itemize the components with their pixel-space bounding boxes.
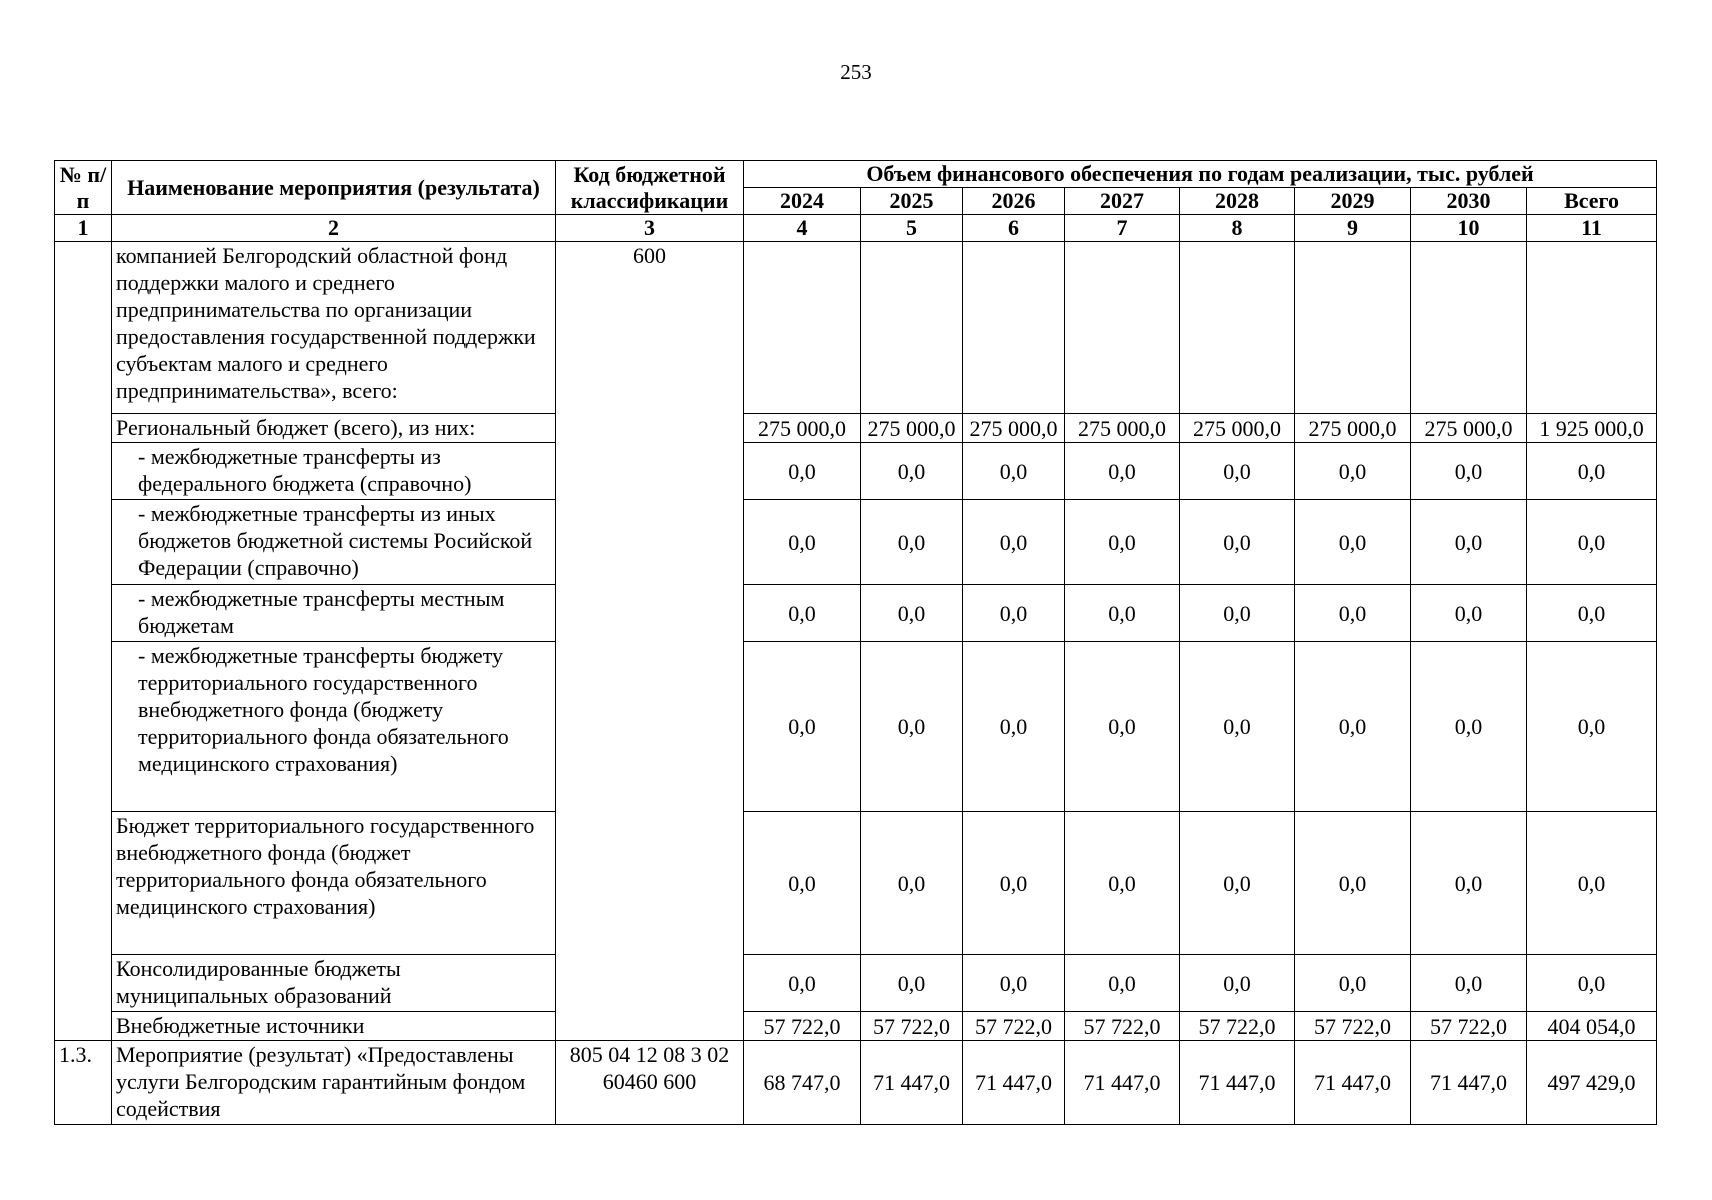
value-cell: 57 722,0 <box>963 1012 1065 1041</box>
value-cell: 0,0 <box>1065 500 1180 585</box>
header-total: Всего <box>1527 188 1657 215</box>
budget-code: 805 04 12 08 3 02 60460 600 <box>556 1041 744 1125</box>
table-row <box>55 1012 1657 1041</box>
value-cell <box>1065 242 1180 414</box>
row-name: - межбюджетные трансферты из иных бюджетов бюджетной системы Росийской Федерации (справочно) <box>112 500 556 585</box>
value-cell: 0,0 <box>1411 585 1527 642</box>
value-cell: 0,0 <box>1527 443 1657 500</box>
value-cell: 71 447,0 <box>1065 1041 1180 1125</box>
value-cell: 275 000,0 <box>744 414 861 443</box>
header-year: 2027 <box>1065 188 1180 215</box>
table-row <box>55 1041 1657 1125</box>
value-cell: 0,0 <box>1065 955 1180 1012</box>
value-cell: 0,0 <box>1065 443 1180 500</box>
value-cell: 275 000,0 <box>1180 414 1295 443</box>
value-cell: 71 447,0 <box>1411 1041 1527 1125</box>
column-number: 8 <box>1180 215 1295 242</box>
value-cell <box>1295 242 1411 414</box>
value-cell: 0,0 <box>963 955 1065 1012</box>
value-cell: 404 054,0 <box>1527 1012 1657 1041</box>
row-name: - межбюджетные трансферты бюджету территориального государственного внебюджетного фонда (бюджету территориального фонда обязательного медицинского страхования) <box>112 642 556 812</box>
value-cell: 0,0 <box>744 500 861 585</box>
column-number: 9 <box>1295 215 1411 242</box>
value-cell: 57 722,0 <box>861 1012 963 1041</box>
value-cell: 0,0 <box>861 443 963 500</box>
value-cell <box>1180 242 1295 414</box>
header-name: Наименование мероприятия (результата) <box>112 161 556 215</box>
row-name: компанией Белгородский областной фонд поддержки малого и среднего предпринимательства по организации предоставления государственной поддержки субъектам малого и среднего предпринимательства», всего: <box>112 242 556 414</box>
value-cell: 0,0 <box>963 585 1065 642</box>
value-cell: 0,0 <box>1180 955 1295 1012</box>
value-cell: 57 722,0 <box>1295 1012 1411 1041</box>
header-year: 2025 <box>861 188 963 215</box>
column-number: 11 <box>1527 215 1657 242</box>
value-cell: 0,0 <box>963 812 1065 955</box>
value-cell: 71 447,0 <box>1180 1041 1295 1125</box>
table-row <box>55 642 1657 812</box>
value-cell: 0,0 <box>744 955 861 1012</box>
column-number: 4 <box>744 215 861 242</box>
value-cell: 0,0 <box>1065 812 1180 955</box>
value-cell: 0,0 <box>963 443 1065 500</box>
column-number: 7 <box>1065 215 1180 242</box>
value-cell: 0,0 <box>1411 812 1527 955</box>
table-row <box>55 585 1657 642</box>
value-cell: 0,0 <box>744 642 861 812</box>
value-cell: 0,0 <box>1411 642 1527 812</box>
value-cell: 0,0 <box>1065 642 1180 812</box>
table-row <box>55 955 1657 1012</box>
row-name: Мероприятие (результат) «Предоставлены услуги Белгородским гарантийным фондом содействия <box>112 1041 556 1125</box>
value-cell: 0,0 <box>861 955 963 1012</box>
value-cell: 0,0 <box>744 443 861 500</box>
header-year: 2029 <box>1295 188 1411 215</box>
value-cell: 0,0 <box>1411 500 1527 585</box>
value-cell: 0,0 <box>1527 812 1657 955</box>
value-cell: 71 447,0 <box>1295 1041 1411 1125</box>
budget-code: 600 <box>556 242 744 1041</box>
financing-table <box>54 160 1657 1125</box>
row-name: Региональный бюджет (всего), из них: <box>112 414 556 443</box>
value-cell: 275 000,0 <box>1411 414 1527 443</box>
header-year: 2028 <box>1180 188 1295 215</box>
column-number: 1 <box>55 215 112 242</box>
row-name: - межбюджетные трансферты из федерального бюджета (справочно) <box>112 443 556 500</box>
table-header <box>55 161 1657 242</box>
value-cell: 497 429,0 <box>1527 1041 1657 1125</box>
value-cell: 0,0 <box>1527 642 1657 812</box>
value-cell: 275 000,0 <box>861 414 963 443</box>
value-cell: 0,0 <box>1295 812 1411 955</box>
value-cell: 0,0 <box>1295 955 1411 1012</box>
table-row <box>55 443 1657 500</box>
value-cell: 0,0 <box>1180 585 1295 642</box>
value-cell: 0,0 <box>1180 812 1295 955</box>
value-cell <box>963 242 1065 414</box>
row-name: Консолидированные бюджеты муниципальных образований <box>112 955 556 1012</box>
value-cell: 0,0 <box>861 585 963 642</box>
value-cell: 0,0 <box>1180 642 1295 812</box>
value-cell <box>1411 242 1527 414</box>
value-cell: 71 447,0 <box>963 1041 1065 1125</box>
value-cell: 57 722,0 <box>744 1012 861 1041</box>
value-cell: 0,0 <box>1295 500 1411 585</box>
header-year: 2024 <box>744 188 861 215</box>
table-row <box>55 500 1657 585</box>
value-cell: 71 447,0 <box>861 1041 963 1125</box>
header-year: 2030 <box>1411 188 1527 215</box>
table-row <box>55 812 1657 955</box>
value-cell: 0,0 <box>963 500 1065 585</box>
column-number: 10 <box>1411 215 1527 242</box>
value-cell: 0,0 <box>744 812 861 955</box>
column-number: 2 <box>112 215 556 242</box>
value-cell <box>744 242 861 414</box>
column-number: 3 <box>556 215 744 242</box>
value-cell: 0,0 <box>1180 443 1295 500</box>
row-name: Внебюджетные источники <box>112 1012 556 1041</box>
value-cell: 57 722,0 <box>1065 1012 1180 1041</box>
value-cell <box>861 242 963 414</box>
header-number: № п/п <box>55 161 112 215</box>
value-cell: 0,0 <box>861 500 963 585</box>
value-cell: 1 925 000,0 <box>1527 414 1657 443</box>
value-cell: 68 747,0 <box>744 1041 861 1125</box>
value-cell: 0,0 <box>1295 642 1411 812</box>
value-cell: 0,0 <box>1411 443 1527 500</box>
row-index: 1.3. <box>55 1041 112 1125</box>
value-cell: 0,0 <box>861 812 963 955</box>
value-cell: 57 722,0 <box>1180 1012 1295 1041</box>
value-cell: 0,0 <box>1295 585 1411 642</box>
value-cell: 275 000,0 <box>963 414 1065 443</box>
value-cell: 0,0 <box>1527 500 1657 585</box>
header-code: Код бюджетной классификации <box>556 161 744 215</box>
row-name: Бюджет территориального государственного внебюджетного фонда (бюджет территориального фонда обязательного медицинского страхования) <box>112 812 556 955</box>
value-cell <box>1527 242 1657 414</box>
value-cell: 0,0 <box>1295 443 1411 500</box>
value-cell: 0,0 <box>963 642 1065 812</box>
value-cell: 0,0 <box>744 585 861 642</box>
column-number: 6 <box>963 215 1065 242</box>
row-index <box>55 242 112 1041</box>
value-cell: 0,0 <box>1527 955 1657 1012</box>
table-body <box>55 242 1657 1125</box>
header-volume: Объем финансового обеспечения по годам реализации, тыс. рублей <box>744 161 1657 188</box>
page-number: 253 <box>840 60 872 84</box>
value-cell: 0,0 <box>1527 585 1657 642</box>
table-row <box>55 242 1657 414</box>
value-cell: 0,0 <box>861 642 963 812</box>
header-year: 2026 <box>963 188 1065 215</box>
value-cell: 275 000,0 <box>1065 414 1180 443</box>
value-cell: 57 722,0 <box>1411 1012 1527 1041</box>
value-cell: 275 000,0 <box>1295 414 1411 443</box>
table-row <box>55 414 1657 443</box>
row-name: - межбюджетные трансферты местным бюджетам <box>112 585 556 642</box>
value-cell: 0,0 <box>1065 585 1180 642</box>
value-cell: 0,0 <box>1411 955 1527 1012</box>
column-number: 5 <box>861 215 963 242</box>
value-cell: 0,0 <box>1180 500 1295 585</box>
